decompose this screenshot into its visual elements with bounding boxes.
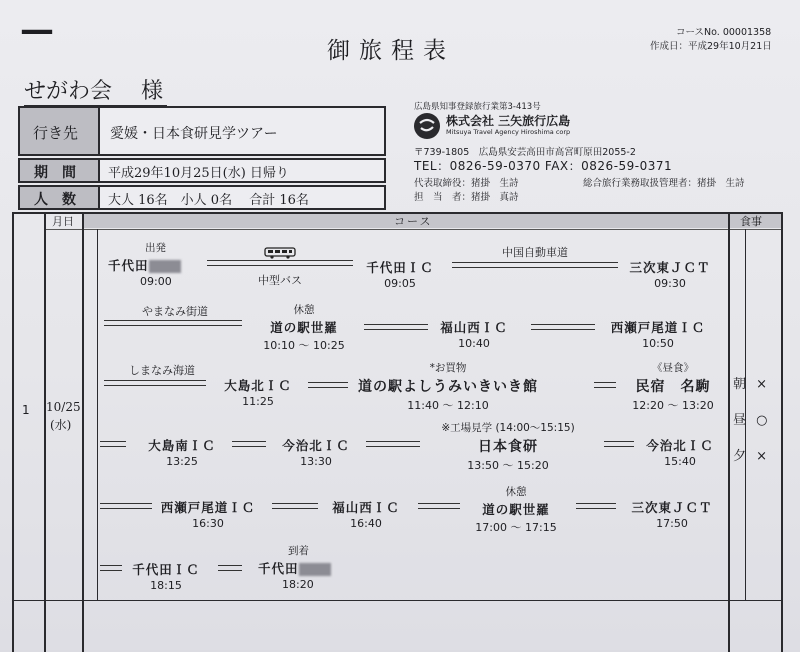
- stop-name: 西瀬戸尾道ＩＣ: [610, 320, 706, 335]
- route-line: [594, 382, 616, 388]
- depart-time: 09:00: [140, 275, 172, 288]
- meal-lunch-mark: ○: [756, 413, 768, 428]
- route-line: [100, 441, 126, 447]
- route-line: [576, 503, 616, 509]
- table-col2-border: [82, 212, 84, 652]
- route-line: [104, 380, 206, 386]
- period-value: 平成29年10月25日(水) 日帰り: [108, 166, 289, 181]
- stop-miyoshi-jct-return: [622, 498, 722, 530]
- stop-chiyoda-ic: [358, 258, 442, 290]
- period-box: [18, 158, 386, 183]
- course-number: コースNo. 00001358: [676, 27, 772, 38]
- meal-lunch: [733, 409, 768, 428]
- depart-note: 出発: [145, 242, 166, 254]
- meal-breakfast-mark: ×: [756, 377, 768, 392]
- dash-mark: —: [20, 10, 52, 50]
- row-number: 1: [22, 403, 30, 417]
- agency-logo: [414, 113, 440, 139]
- customer-name: [24, 74, 167, 107]
- stop-name: 今治北ＩＣ: [282, 438, 350, 453]
- customer-honorific: 様: [141, 79, 164, 104]
- stop-time: 12:20 ～ 13:20: [632, 399, 714, 412]
- road-shimanami: しまなみ海道: [129, 364, 195, 377]
- stop-depart: [108, 240, 198, 288]
- stop-time: 11:40 ～ 12:10: [407, 399, 489, 412]
- depart-place: [108, 256, 198, 274]
- redacted-mark: [299, 563, 331, 576]
- route-line: [452, 262, 618, 268]
- stop-fukuyama-nishi-ic: [432, 318, 516, 350]
- stop-miyoshi-jct: [620, 258, 720, 290]
- rest-label: 休憩: [505, 486, 527, 498]
- stop-nishiseto-onomichi-ic-return: [150, 498, 266, 530]
- stop-chiyoda-ic-return: [124, 560, 208, 592]
- stop-time: 13:25: [166, 455, 198, 468]
- row-date: 10/25: [46, 400, 81, 414]
- stop-minshuku-nakoma: [618, 360, 728, 413]
- meal-breakfast: [733, 373, 767, 392]
- stop-name: 福山西ＩＣ: [332, 500, 400, 515]
- route-line: [100, 565, 122, 571]
- created-date: 作成日：平成29年10月21日: [650, 41, 772, 52]
- stop-name: 大島北ＩＣ: [224, 378, 292, 393]
- table-course-left: [97, 229, 98, 600]
- stop-name: 西瀬戸尾道ＩＣ: [160, 500, 256, 515]
- factory-tour-label: ※工場見学 (14:00～15:15): [441, 422, 575, 434]
- table-header-border: [45, 229, 782, 230]
- stop-imabari-kita-ic: [270, 436, 362, 468]
- stop-time: 09:05: [384, 277, 416, 290]
- header-date: 月日: [52, 215, 74, 228]
- redacted-mark: [149, 260, 181, 273]
- stop-time: 17:00 ～ 17:15: [475, 521, 557, 534]
- meal-dinner-name: 夕: [733, 449, 747, 464]
- agency-representative: 代表取締役：猪掛 生詩: [414, 178, 519, 189]
- destination-box: [18, 106, 386, 156]
- stop-time: 17:50: [656, 517, 688, 530]
- header-meal: 食事: [740, 215, 762, 228]
- meal-breakfast-name: 朝: [733, 377, 747, 392]
- table-left-border: [12, 212, 14, 652]
- meal-dinner: [733, 445, 767, 464]
- stop-name: 大島南ＩＣ: [148, 438, 216, 453]
- row-weekday: (水): [50, 418, 72, 432]
- stop-name: 道の駅世羅: [482, 502, 550, 517]
- stop-time: 13:50 ～ 15:20: [467, 459, 549, 472]
- stop-name: 日本食研: [478, 439, 538, 455]
- stop-name: 民宿 名駒: [635, 379, 711, 395]
- stop-name: 福山西ＩＣ: [440, 320, 508, 335]
- route-line: [308, 382, 348, 388]
- arrive-time: 18:20: [282, 578, 314, 591]
- stop-michinoeki-sera-return: [460, 484, 572, 535]
- stop-name: 三次東ＪＣＴ: [631, 500, 713, 515]
- stop-nihon-shokken: [418, 420, 598, 473]
- stop-name: 今治北ＩＣ: [646, 438, 714, 453]
- stop-oshima-minami-ic: [136, 436, 228, 468]
- agency-manager: 総合旅行業務取扱管理者：猪掛 生詩: [583, 178, 745, 189]
- stop-name: 三次東ＪＣＴ: [629, 260, 711, 275]
- route-line: [418, 503, 460, 509]
- stop-oshima-kita-ic: [212, 376, 304, 408]
- table-col1-border: [44, 212, 46, 652]
- stop-nishiseto-onomichi-ic: [600, 318, 716, 350]
- agency-logo-icon: [414, 113, 440, 139]
- lunch-label: 《昼食》: [652, 362, 694, 374]
- stop-time: 15:40: [664, 455, 696, 468]
- agency-registration: 広島県知事登録旅行業第3-413号: [414, 102, 541, 112]
- arrive-place-name: 千代田: [258, 561, 299, 576]
- stop-time: 10:50: [642, 337, 674, 350]
- stop-time: 10:10 ～ 10:25: [263, 339, 345, 352]
- agency-address: 〒739-1805 広島県安芸高田市高宮町原田2055-2: [414, 147, 636, 158]
- shopping-label: *お買物: [429, 362, 467, 374]
- destination-value: 愛媛・日本食研見学ツアー: [110, 126, 278, 142]
- road-chugoku: 中国自動車道: [502, 246, 568, 259]
- route-line: [218, 565, 242, 571]
- stop-time: 13:30: [300, 455, 332, 468]
- table-right-border: [781, 212, 783, 652]
- stop-time: 16:30: [192, 517, 224, 530]
- depart-place-name: 千代田: [108, 258, 149, 273]
- stop-michinoeki-sera: [246, 302, 362, 353]
- stop-time: 16:40: [350, 517, 382, 530]
- route-line: [531, 324, 595, 330]
- stop-time: 11:25: [242, 395, 274, 408]
- people-label: 人 数: [34, 192, 76, 208]
- road-yamanami: やまなみ街道: [142, 305, 208, 318]
- meal-lunch-name: 昼: [733, 413, 747, 428]
- bus-icon: [264, 244, 296, 256]
- stop-fukuyama-nishi-ic-return: [320, 498, 412, 530]
- meal-dinner-mark: ×: [756, 449, 768, 464]
- bus-shape: [264, 247, 296, 259]
- route-line: [100, 503, 152, 509]
- arrive-place: [258, 559, 348, 577]
- stop-yoshiumi: [350, 360, 546, 413]
- destination-label: 行き先: [33, 124, 79, 142]
- route-line: [207, 260, 353, 266]
- stop-name: 道の駅よしうみいきいき館: [358, 379, 538, 395]
- stop-time: 10:40: [458, 337, 490, 350]
- route-line: [366, 441, 420, 447]
- stop-name: 千代田ＩＣ: [366, 260, 434, 275]
- agency-name: 株式会社 三矢旅行広島: [446, 114, 571, 128]
- stop-name: 道の駅世羅: [270, 320, 338, 335]
- agency-staff: 担 当 者：猪掛 真詩: [414, 192, 519, 203]
- people-value: 大人 16名 小人 0名 合計 16名: [108, 193, 309, 208]
- stop-time: 09:30: [654, 277, 686, 290]
- route-line: [104, 320, 242, 326]
- stop-imabari-kita-ic-return: [634, 436, 726, 468]
- route-line: [604, 441, 634, 447]
- stop-name: 千代田ＩＣ: [132, 562, 200, 577]
- period-label: 期 間: [34, 165, 76, 181]
- stop-time: 18:15: [150, 579, 182, 592]
- stop-arrive: [258, 543, 348, 591]
- route-line: [364, 324, 428, 330]
- bus-label: 中型バス: [258, 274, 302, 287]
- rest-label: 休憩: [293, 304, 315, 316]
- arrive-note: 到着: [288, 545, 309, 557]
- route-line: [232, 441, 266, 447]
- page-title: 御旅程表: [327, 38, 455, 64]
- table-col3-border: [728, 212, 730, 652]
- customer-group: せがわ会: [24, 79, 113, 104]
- table-row-bottom: [12, 600, 782, 601]
- agency-name-en: Mitsuya Travel Agency Hiroshima corp: [446, 128, 571, 136]
- agency-tel-fax: TEL：0826-59-0370 FAX：0826-59-0371: [414, 159, 673, 173]
- people-box: [18, 185, 386, 210]
- header-course: コース: [394, 215, 433, 228]
- route-line: [272, 503, 318, 509]
